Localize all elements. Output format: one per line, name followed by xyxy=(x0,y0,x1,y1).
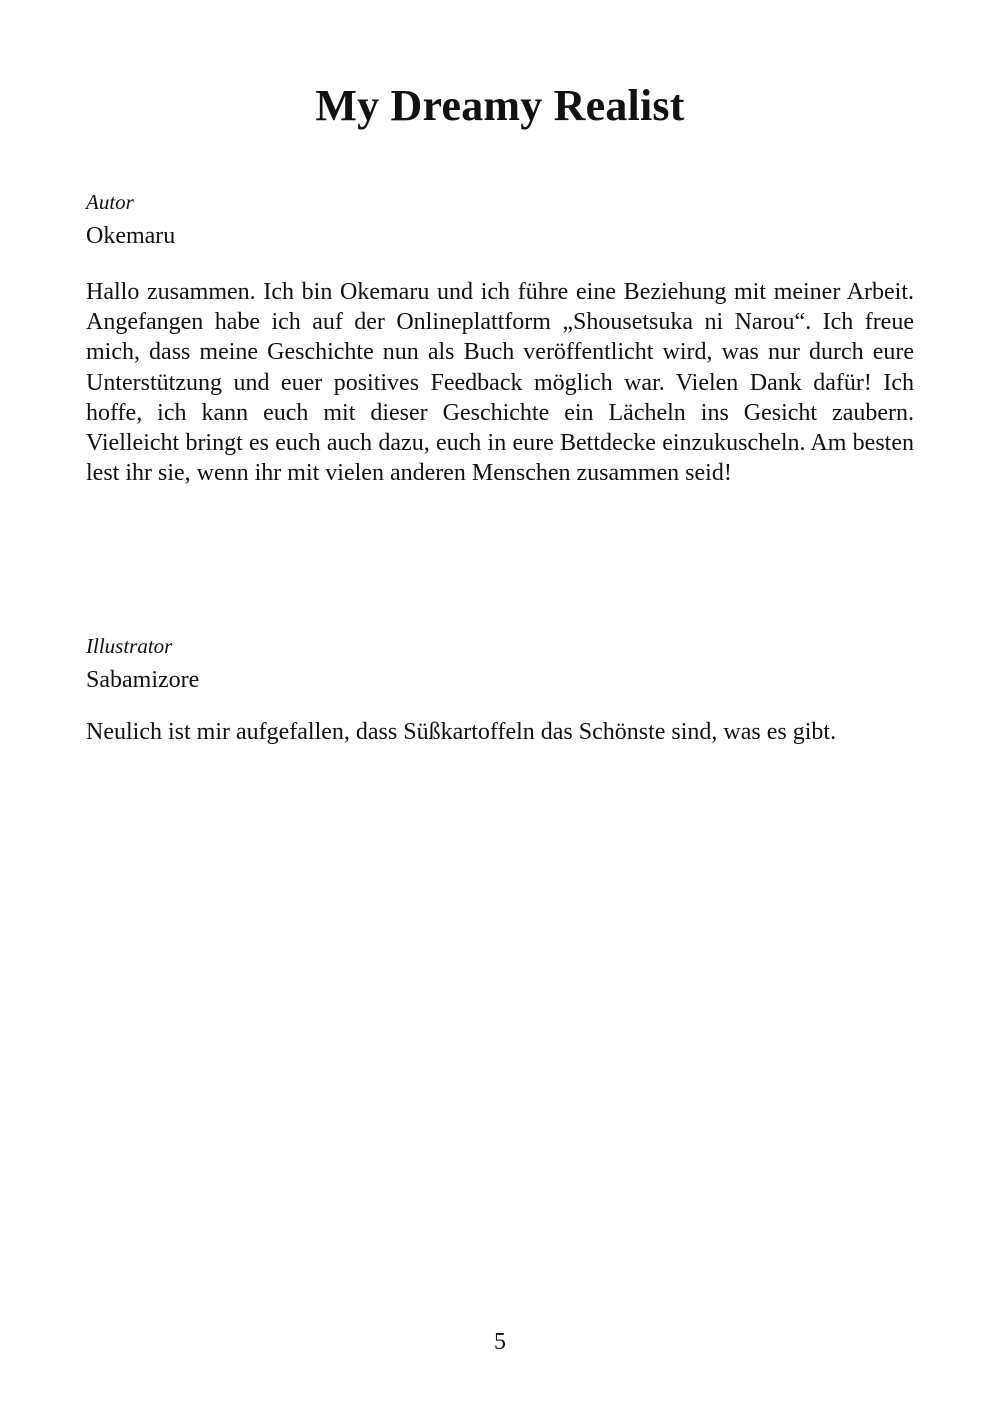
illustrator-role-label: Illustrator xyxy=(86,634,173,658)
author-name: Okemaru xyxy=(86,223,176,249)
illustrator-section xyxy=(86,632,914,696)
page-title: My Dreamy Realist xyxy=(315,81,685,130)
illustrator-name: Sabamizore xyxy=(86,667,200,693)
page-number: 5 xyxy=(494,1329,506,1355)
author-statement: Hallo zusammen. Ich bin Okemaru und ich führe eine Beziehung mit meiner Arbeit. Angefangen habe ich auf der Onlineplattform „Shousetsuka ni Narou“. Ich freue mich, dass meine Geschichte nun als Buch veröffentlicht wird, was nur durch eure Unterstützung und euer positives Feedback möglich war. Vielen Dank dafür! Ich hoffe, ich kann euch mit dieser Geschichte ein Lächeln ins Gesicht zaubern. Vielleicht bringt es euch auch dazu, euch in eure Bettdecke einzukuscheln. Am besten lest ihr sie, wenn ihr mit vielen anderen Menschen zusammen seid! xyxy=(86,279,914,487)
illustrator-statement: Neulich ist mir aufgefallen, dass Süßkartoffeln das Schönste sind, was es gibt. xyxy=(86,719,837,745)
author-section xyxy=(86,188,914,252)
author-role-label: Autor xyxy=(86,190,134,214)
